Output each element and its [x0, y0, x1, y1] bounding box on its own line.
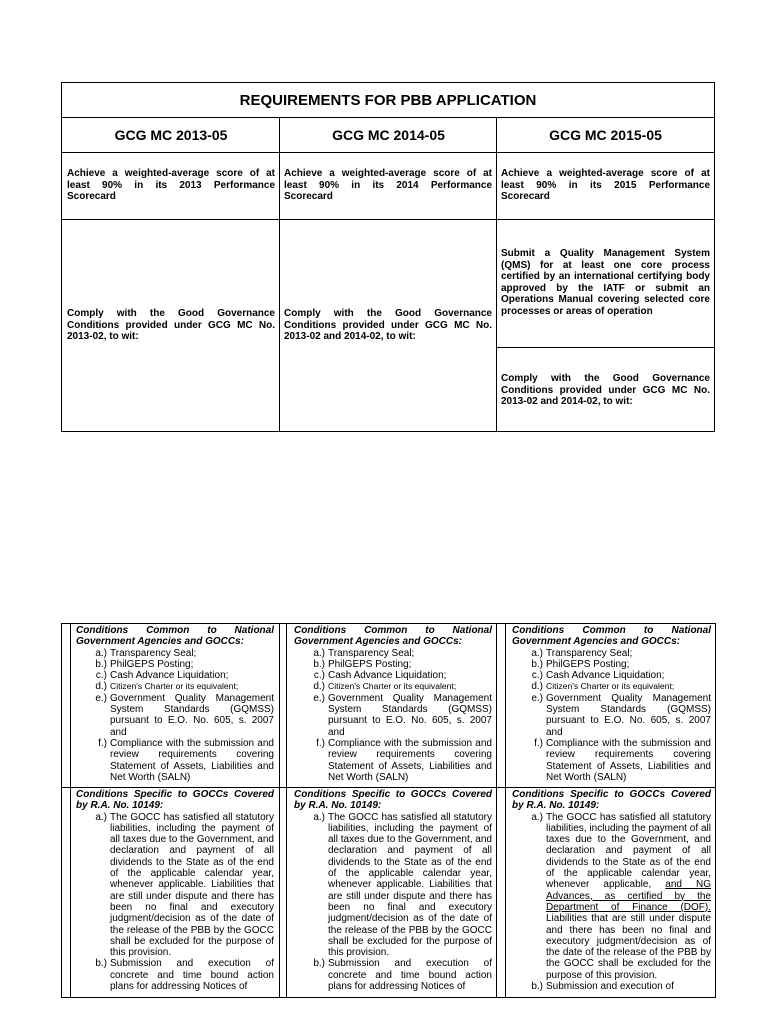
score-2015: Achieve a weighted-average score of at least 90% in its 2015 Performance Scorecard [501, 168, 710, 202]
list-item: b.) Submission and execution of concrete and time bound action plans for addressing Notices of [313, 958, 492, 993]
common-list [76, 648, 274, 784]
col-2013-common [76, 625, 274, 783]
specific-title: Conditions Specific to GOCCs Covered by R.A. No. 10149: [76, 789, 274, 812]
list-item: a.) Transparency Seal; [531, 647, 633, 659]
ng-advances-underlined: and NG Advances, as certified by the Department of Finance (DOF). [546, 879, 711, 913]
qms-2015: Submit a Quality Management System (QMS) for at least one core process certified by an international certifying body approved by the IATF or submit an Operations Manual covering selected core processes or areas of operation [501, 248, 710, 317]
col-2013-specific [76, 789, 274, 992]
row-divider [497, 347, 714, 348]
column-divider [505, 624, 506, 997]
requirements-table [61, 82, 715, 432]
list-item: e.) Government Quality Management System Standards (GQMSS) pursuant to E.O. No. 605, s. 2007 and [531, 692, 711, 738]
specific-title: Conditions Specific to GOCCs Covered by R.A. No. 10149: [294, 789, 492, 812]
table-title: REQUIREMENTS FOR PBB APPLICATION [62, 83, 714, 118]
common-title: Conditions Common to National Government Agencies and GOCCs: [76, 625, 274, 648]
row-divider [62, 219, 714, 220]
list-item: b.) PhilGEPS Posting; [95, 658, 194, 670]
specific-list [76, 812, 274, 993]
list-item: c.) Cash Advance Liquidation; [95, 670, 229, 682]
column-divider [279, 117, 280, 431]
list-item: a.) The GOCC has satisfied all statutory liabilities, including the payment of all taxes due to the Government, and declaration and payment of all dividends to the State as of the end of the applicable calendar year, whenever applicable. Liabilities that are still under dispute and there has been no final and executory judgment/decision as of the date of the release of the PBB by the GOCC shall be excluded for the purpose of this provision. [95, 811, 274, 959]
list-item: d.) Citizen's Charter or its equivalent; [95, 681, 239, 693]
item-a-text-cont: Liabilities that are still under dispute and there has been no final and executory judgment/decision as of the date of the release of the PBB by the GOCC shall be excluded for the purpose of this provision. [546, 913, 711, 981]
common-title: Conditions Common to National Government Agencies and GOCCs: [512, 625, 711, 648]
list-item: c.) Cash Advance Liquidation; [313, 670, 447, 682]
list-item: b.) PhilGEPS Posting; [313, 658, 412, 670]
list-item: b.) PhilGEPS Posting; [531, 658, 630, 670]
list-item: d.) Citizen's Charter or its equivalent; [531, 681, 675, 693]
col-2015-specific [512, 789, 711, 992]
list-item: b.) Submission and execution of concrete and time bound action plans for addressing Notices of [95, 958, 274, 993]
row-divider [62, 787, 715, 788]
specific-list [294, 812, 492, 993]
list-item: e.) Government Quality Management System Standards (GQMSS) pursuant to E.O. No. 605, s. 2007 and [95, 692, 274, 738]
common-list [512, 648, 711, 784]
list-item: a.) Transparency Seal; [313, 647, 415, 659]
header-2013: GCG MC 2013-05 [62, 117, 280, 153]
item-a-text: The GOCC has satisfied all statutory liabilities, including the payment of all taxes due to the Government, and declaration and payment of all dividends to the State as of the end of the applicable calendar year, whenever applicable, [546, 811, 711, 891]
column-divider [286, 624, 287, 997]
header-2015: GCG MC 2015-05 [497, 117, 714, 153]
column-divider [496, 624, 497, 997]
list-item: b.) Submission and execution of [531, 981, 674, 993]
list-item: c.) Cash Advance Liquidation; [531, 670, 665, 682]
governance-2015: Comply with the Good Governance Conditions provided under GCG MC No. 2013-02 and 2014-02, to wit: [501, 373, 710, 407]
header-2014: GCG MC 2014-05 [280, 117, 497, 153]
specific-list [512, 812, 711, 993]
col-2014-specific [294, 789, 492, 992]
list-item: f.) Compliance with the submission and review requirements covering Statement of Assets, Liabilities and Net Worth (SALN) [98, 737, 274, 783]
list-item: a.) The GOCC has satisfied all statutory liabilities, including the payment of all taxes due to the Government, and declaration and payment of all dividends to the State as of the end of the applicable calendar year, whenever applicable, and NG Advances, as certified by the Department of Finance (DOF). Liabilities that are still under dispute and there has been no final and executory judgment/decision as of the date of the release of the PBB by the GOCC shall be excluded for the purpose of this provision. [531, 811, 711, 981]
score-2014: Achieve a weighted-average score of at least 90% in its 2014 Performance Scorecard [284, 168, 492, 202]
column-divider [70, 624, 71, 997]
list-item: e.) Government Quality Management System Standards (GQMSS) pursuant to E.O. No. 605, s. 2007 and [313, 692, 492, 738]
specific-title: Conditions Specific to GOCCs Covered by R.A. No. 10149: [512, 789, 711, 812]
column-divider [279, 624, 280, 997]
col-2014-common [294, 625, 492, 783]
list-item: f.) Compliance with the submission and review requirements covering Statement of Assets, Liabilities and Net Worth (SALN) [534, 737, 711, 783]
col-2015-common [512, 625, 711, 783]
list-item: a.) The GOCC has satisfied all statutory liabilities, including the payment of all taxes due to the Government, and declaration and payment of all dividends to the State as of the end of the applicable calendar year, whenever applicable. Liabilities that are still under dispute and there has been no final and executory judgment/decision as of the date of the release of the PBB by the GOCC shall be excluded for the purpose of this provision. [313, 811, 492, 959]
list-item: f.) Compliance with the submission and review requirements covering Statement of Assets, Liabilities and Net Worth (SALN) [316, 737, 492, 783]
common-list [294, 648, 492, 784]
governance-2014: Comply with the Good Governance Conditions provided under GCG MC No. 2013-02 and 2014-02, to wit: [284, 308, 492, 342]
list-item: d.) Citizen's Charter or its equivalent; [313, 681, 457, 693]
common-title: Conditions Common to National Government Agencies and GOCCs: [294, 625, 492, 648]
list-item: a.) Transparency Seal; [95, 647, 197, 659]
conditions-table [61, 623, 716, 998]
score-2013: Achieve a weighted-average score of at least 90% in its 2013 Performance Scorecard [67, 168, 275, 202]
governance-2013: Comply with the Good Governance Conditions provided under GCG MC No. 2013-02, to wit: [67, 308, 275, 342]
column-divider [496, 117, 497, 431]
